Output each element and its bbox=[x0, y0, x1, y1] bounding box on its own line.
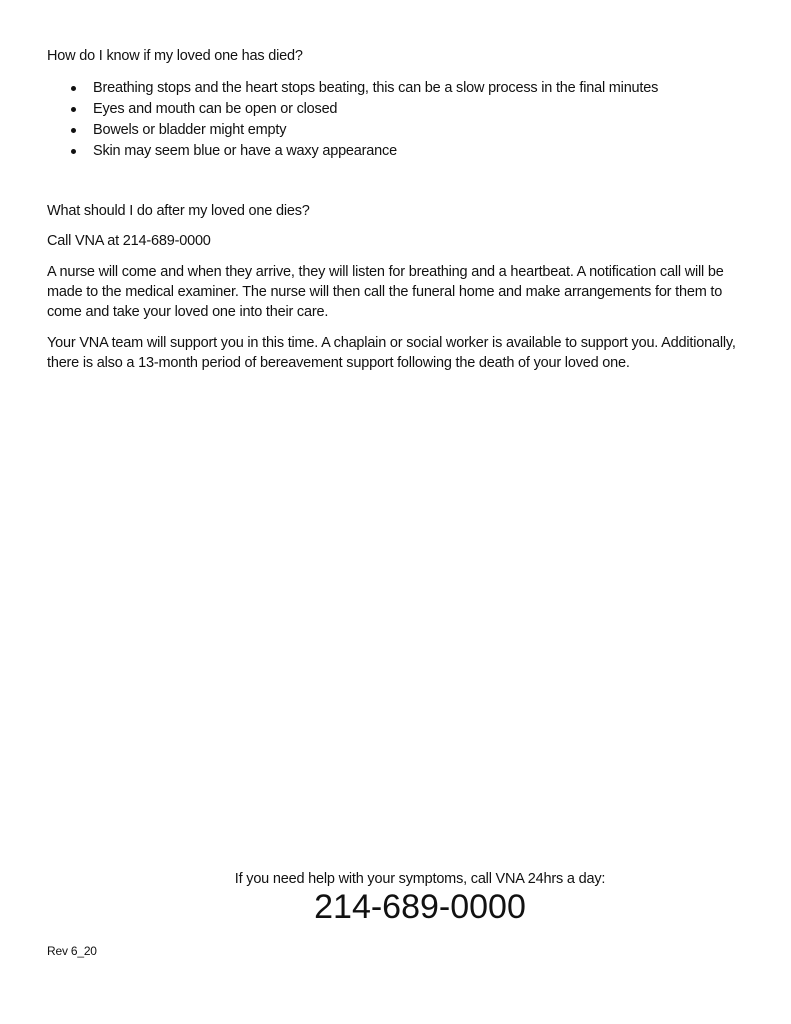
bullet-icon bbox=[71, 149, 76, 154]
signs-list bbox=[47, 78, 747, 162]
list-item: Eyes and mouth can be open or closed bbox=[47, 99, 747, 120]
nurse-paragraph: A nurse will come and when they arrive, they will listen for breathing and a heartbeat. A notification call will be made to the medical examiner. The nurse will then call the funeral home and make arrangements for them to come and take your loved one into their care. bbox=[47, 264, 724, 320]
footer-help-text: If you need help with your symptoms, call VNA 24hrs a day: bbox=[234, 871, 606, 887]
bullet-icon bbox=[71, 107, 76, 112]
list-item: Bowels or bladder might empty bbox=[47, 120, 747, 141]
list-item: Skin may seem blue or have a waxy appearance bbox=[47, 141, 747, 162]
list-item: Breathing stops and the heart stops beating, this can be a slow process in the final minutes bbox=[47, 78, 747, 99]
footer-phone-number: 214-689-0000 bbox=[314, 888, 526, 926]
bullet-icon bbox=[71, 128, 76, 133]
support-paragraph: Your VNA team will support you in this time. A chaplain or social worker is available to support you. Additionally, there is also a 13-month period of bereavement support following the death of your loved one. bbox=[47, 335, 736, 371]
call-vna-line: Call VNA at 214-689-0000 bbox=[47, 233, 211, 249]
question-how-to-know: How do I know if my loved one has died? bbox=[47, 48, 303, 64]
bullet-icon bbox=[71, 86, 76, 91]
question-what-to-do: What should I do after my loved one dies? bbox=[47, 203, 310, 219]
revision-label: Rev 6_20 bbox=[47, 944, 97, 958]
